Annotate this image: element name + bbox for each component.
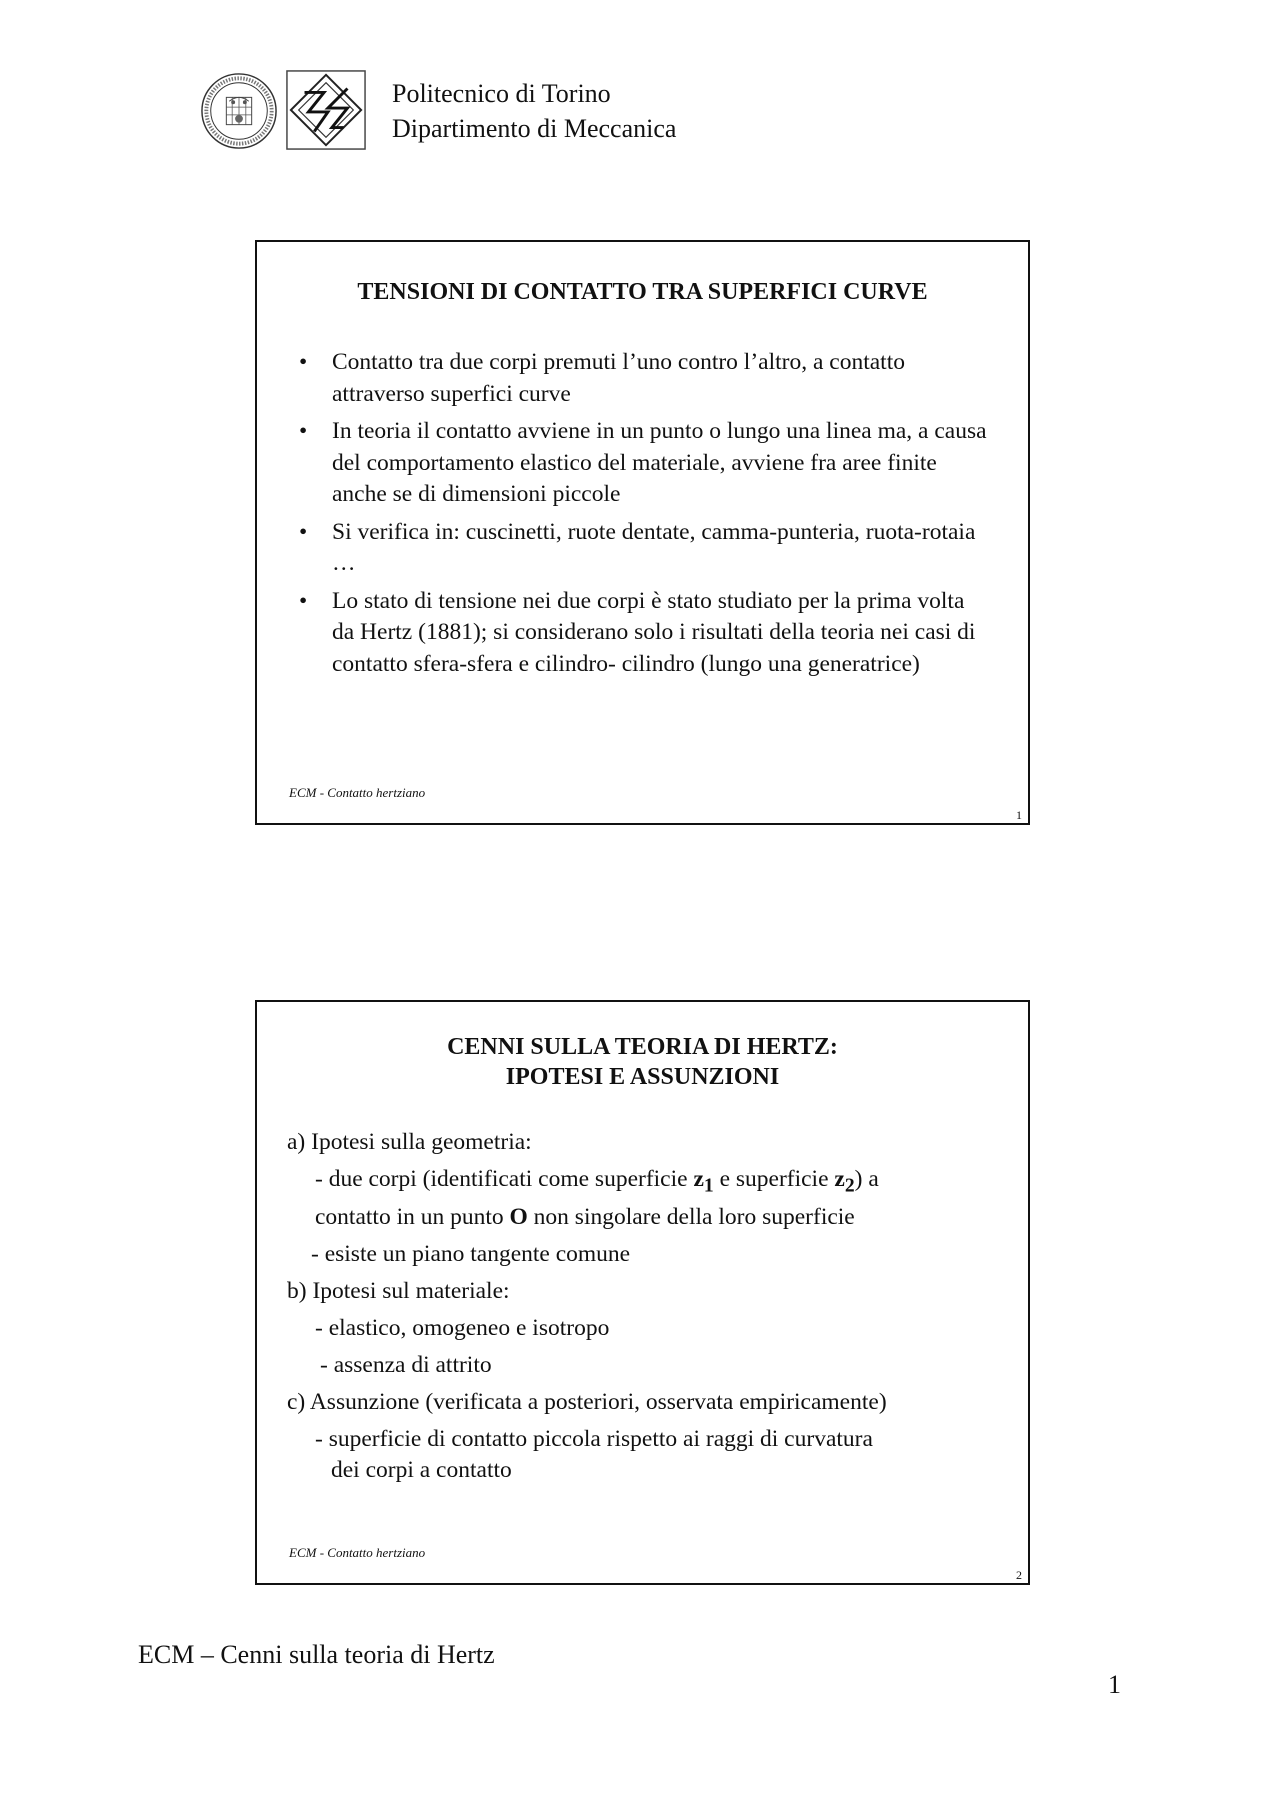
slide-title-line-1: CENNI SULLA TEORIA DI HERTZ:: [447, 1034, 838, 1060]
bullet-icon: •: [299, 518, 308, 545]
text-fragment: - due corpi (identificati come superficie: [315, 1166, 694, 1192]
bullet-item: [297, 586, 988, 681]
geometry-item-2: - esiste un piano tangente comune: [311, 1240, 631, 1267]
slide-2: [255, 1000, 1030, 1585]
bullet-text: In teoria il contatto avviene in un punto o lungo una linea ma, a causa del comportamento elastico del materiale, avviene fra aree finite anche se di dimensioni piccole: [332, 418, 987, 507]
slide-footer: ECM - Contatto hertziano: [289, 785, 426, 800]
bullet-item: [297, 347, 988, 410]
page-footer: ECM – Cenni sulla teoria di Hertz: [138, 1640, 495, 1669]
material-item-2: - assenza di attrito: [320, 1351, 492, 1378]
bullet-item: [297, 517, 988, 580]
slide-footer: ECM - Contatto hertziano: [289, 1545, 426, 1560]
subscript-2: 2: [844, 1175, 855, 1197]
geometry-item-1: [287, 1164, 998, 1202]
institution-name: Politecnico di Torino: [392, 79, 611, 108]
text-fragment: contatto in un punto: [315, 1203, 510, 1230]
institution-header: [392, 76, 676, 146]
slide-title-line-2: IPOTESI E ASSUNZIONI: [505, 1064, 780, 1090]
bullet-list: [297, 347, 988, 686]
assumption-item-1: - superficie di contatto piccola rispetto ai raggi di curvatura: [315, 1425, 873, 1452]
page-number: 1: [1108, 1670, 1121, 1699]
slide-1: [255, 240, 1030, 825]
slide-content: [287, 1127, 998, 1486]
material-item-1: - elastico, omogeneo e isotropo: [315, 1314, 610, 1341]
slide-number: 2: [1016, 1568, 1022, 1582]
subscript-1: 1: [703, 1175, 714, 1197]
point-o: O: [509, 1203, 528, 1230]
geometry-heading: a) Ipotesi sulla geometria:: [287, 1129, 532, 1155]
z-symbol: z: [834, 1166, 845, 1192]
geometry-item-1-cont: [287, 1202, 998, 1233]
bullet-text: Si verifica in: cuscinetti, ruote dentate, camma-punteria, ruota-rotaia …: [332, 518, 976, 576]
department-name: Dipartimento di Meccanica: [392, 114, 677, 143]
bullet-icon: •: [299, 349, 308, 375]
text-fragment: ) a: [854, 1166, 879, 1192]
politecnico-seal-logo: [200, 72, 278, 150]
bullet-text: Contatto tra due corpi premuti l’uno contro l’altro, a contatto attraverso superfici curve: [332, 349, 905, 407]
z-symbol: z: [693, 1166, 704, 1192]
text-fragment: e superficie: [713, 1166, 835, 1192]
bullet-icon: •: [299, 587, 308, 614]
bullet-item: [297, 416, 988, 511]
slide-number: 1: [1016, 808, 1022, 822]
slide-title: [257, 1032, 1028, 1092]
slide-title: TENSIONI DI CONTATTO TRA SUPERFICI CURVE: [357, 279, 928, 305]
bullet-icon: •: [299, 418, 308, 444]
text-fragment: non singolare della loro superficie: [527, 1203, 855, 1230]
assumption-item-1-cont: dei corpi a contatto: [331, 1456, 512, 1483]
dipartimento-logo: [285, 68, 367, 152]
assumption-heading: c) Assunzione (verificata a posteriori, osservata empiricamente): [287, 1388, 887, 1415]
material-heading: b) Ipotesi sul materiale:: [287, 1277, 510, 1304]
bullet-text: Lo stato di tensione nei due corpi è stato studiato per la prima volta da Hertz (1881); si considerano solo i risultati della teoria nei casi di contatto sfera-sfera e cilindro- cilindro (lungo una generatrice): [332, 587, 976, 677]
